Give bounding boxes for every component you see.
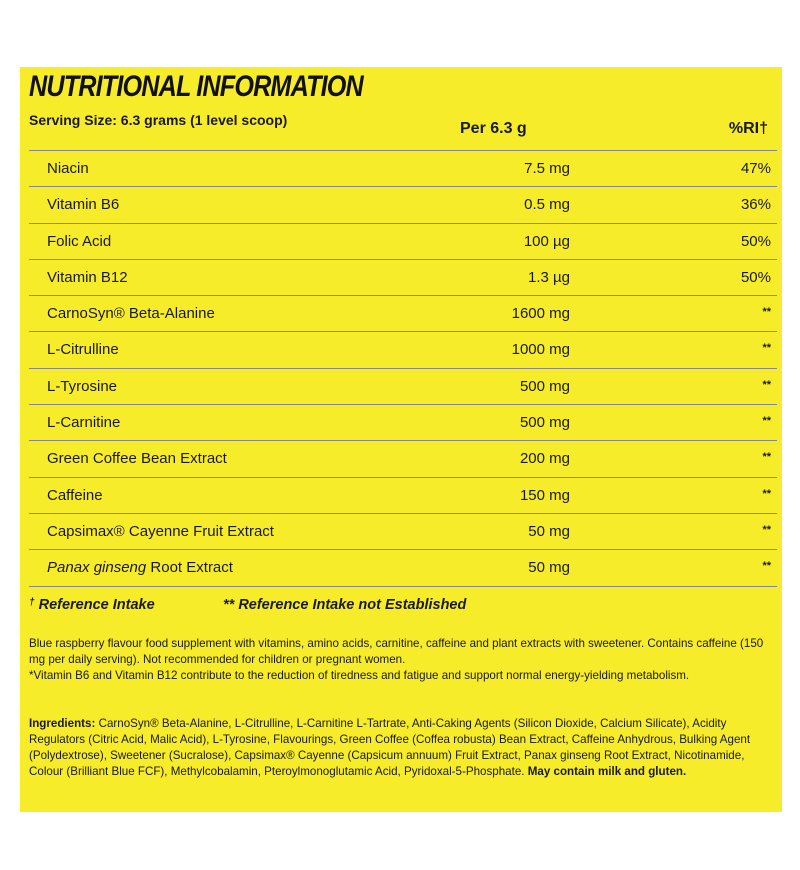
nutrient-amount: 200 mg — [519, 450, 570, 468]
table-row — [29, 332, 777, 368]
dagger-symbol: † — [29, 597, 35, 608]
serving-size: Serving Size: 6.3 grams (1 level scoop) — [29, 112, 288, 128]
nutrient-name: Caffeine — [47, 486, 103, 504]
table-row — [29, 514, 777, 550]
nutrient-name: L-Citrulline — [47, 341, 119, 359]
nutrition-panel — [20, 67, 782, 812]
nutrient-amount: 150 mg — [519, 486, 570, 504]
nutrient-name: Green Coffee Bean Extract — [47, 450, 227, 468]
table-row — [29, 478, 777, 514]
ingredients-label: Ingredients: — [29, 717, 96, 730]
nutrient-ri: ** — [762, 451, 771, 464]
ingredients-text: CarnoSyn® Beta-Alanine, L-Citrulline, L-Carnitine L-Tartrate, Anti-Caking Agents (Silicon Dioxide, Calcium Silicate), Acidity Regulators (Citric Acid, Malic Acid), L-Tyrosine, Flavourings, Green Coffee (Coffea robusta) Bean Extract, Caffeine Anhydrous, Bulking Agent (Polydextrose), Sweetener (Sucralose), Capsimax® Cayenne (Capsicum annuum) Fruit Extract, Panax ginseng Root Extract, Nicotinamide, Colour (Brilliant Blue FCF), Methylcobalamin, Pteroylmonoglutamic Acid, Pyridoxal-5-Phosphate. — [29, 717, 751, 778]
nutrient-amount: 1.3 µg — [527, 268, 570, 286]
table-row — [29, 369, 777, 405]
nutrient-amount: 1000 mg — [511, 341, 570, 359]
table-row — [29, 260, 777, 296]
nutrient-ri: ** — [762, 560, 771, 573]
nutrition-table — [29, 150, 777, 587]
table-row — [29, 550, 777, 586]
allergen-warning: May contain milk and gluten. — [527, 765, 687, 778]
vitamin-claim-text: *Vitamin B6 and Vitamin B12 contribute to the reduction of tiredness and fatigue and support normal energy-yielding metabolism. — [29, 669, 690, 682]
nutrient-ri: ** — [762, 415, 771, 428]
page-title: NUTRITIONAL INFORMATION — [29, 70, 363, 103]
nutrient-ri: 47% — [740, 160, 771, 177]
table-row — [29, 224, 777, 260]
nutrient-amount: 500 mg — [519, 414, 570, 432]
nutrient-amount: 100 µg — [523, 232, 570, 250]
nutrient-name: Vitamin B12 — [47, 268, 128, 286]
ingredients-list — [29, 716, 774, 780]
table-row — [29, 187, 777, 223]
nutrient-ri: 36% — [740, 196, 771, 214]
nutrient-name-italic: Panax ginseng — [47, 559, 147, 577]
table-row — [29, 405, 777, 441]
table-row — [29, 441, 777, 477]
reference-intake-note: Reference Intake — [34, 597, 155, 613]
nutrient-amount: 1600 mg — [511, 305, 570, 323]
nutrient-amount: 0.5 mg — [524, 196, 570, 214]
nutrient-name: L-Tyrosine — [47, 377, 118, 395]
nutrient-amount: 7.5 mg — [524, 160, 570, 177]
nutrient-name: L-Carnitine — [47, 414, 121, 432]
nutrient-amount: 50 mg — [528, 559, 570, 577]
product-description — [29, 636, 774, 684]
nutrient-ri: 50% — [740, 268, 771, 286]
nutrient-name: Capsimax® Cayenne Fruit Extract — [47, 522, 274, 540]
nutrient-name: Niacin — [47, 160, 89, 177]
table-row — [29, 296, 777, 332]
nutrient-name: Folic Acid — [47, 232, 112, 250]
nutrient-ri: ** — [762, 523, 771, 536]
nutrient-amount: 50 mg — [528, 522, 570, 540]
nutrient-ri: ** — [762, 306, 771, 319]
reference-legend — [29, 597, 467, 613]
not-established-note: ** Reference Intake not Established — [223, 597, 467, 613]
nutrient-name: CarnoSyn® Beta-Alanine — [47, 305, 215, 323]
nutrient-name: Vitamin B6 — [47, 196, 120, 214]
nutrient-amount: 500 mg — [519, 377, 570, 395]
column-header-per-serving: Per 6.3 g — [460, 120, 527, 137]
nutrient-name — [47, 559, 233, 576]
nutrient-name-rest: Root Extract — [146, 559, 233, 577]
nutrient-ri: ** — [762, 378, 771, 391]
nutrient-ri: ** — [762, 342, 771, 355]
table-row — [29, 151, 777, 187]
column-header-ri: %RI† — [728, 120, 768, 137]
nutrient-ri: 50% — [740, 232, 771, 250]
nutrient-ri: ** — [762, 487, 771, 500]
description-text: Blue raspberry flavour food supplement with vitamins, amino acids, carnitine, caffeine and plant extracts with sweetener. Contains caffeine (150 mg per daily serving). Not recommended for children or pregnant women. — [29, 637, 764, 666]
